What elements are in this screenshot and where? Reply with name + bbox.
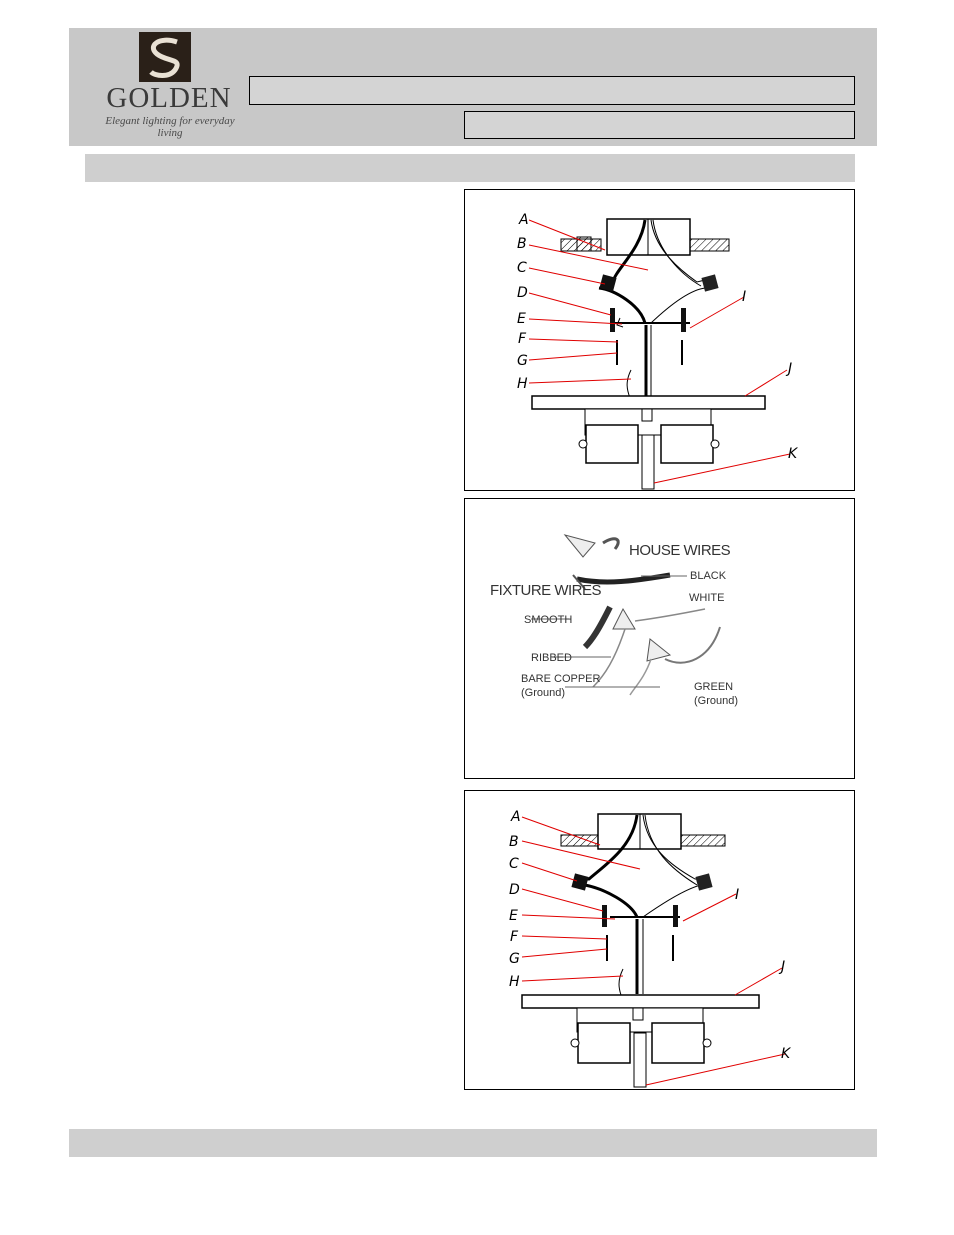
callout-d-2: D (509, 882, 520, 898)
wire-connection-svg (465, 499, 854, 778)
callout-j-2: J (781, 959, 786, 975)
callout-i: I (742, 289, 747, 305)
golden-s-emblem-icon (139, 32, 191, 82)
footer-bar (69, 1129, 877, 1157)
callout-k-2: K (781, 1046, 791, 1062)
label-fixture-wires: FIXTURE WIRES (490, 582, 602, 599)
callout-a-2: A (511, 809, 521, 825)
mounting-diagram-svg (465, 190, 854, 490)
callout-g-2: G (509, 951, 520, 967)
callout-e: E (517, 311, 526, 327)
document-title-box (249, 76, 855, 105)
callout-f: F (518, 331, 527, 347)
callout-j: J (788, 361, 793, 377)
label-green-ground: (Ground) (694, 695, 739, 707)
callout-b-2: B (509, 834, 519, 850)
installation-diagram-2 (464, 790, 855, 1090)
callout-e-2: E (509, 908, 518, 924)
brand-tagline: Elegant lighting for everyday living (105, 115, 235, 139)
label-smooth: SMOOTH (524, 614, 573, 626)
callout-h-2: H (509, 974, 520, 990)
label-house-wires: HOUSE WIRES (629, 542, 731, 559)
mounting-diagram-svg-2 (465, 791, 854, 1089)
document-subtitle-box (464, 111, 855, 139)
callout-h: H (517, 376, 528, 392)
callout-f-2: F (510, 929, 519, 945)
label-ribbed: RIBBED (531, 652, 572, 664)
callout-leaders (529, 220, 793, 483)
label-bare-copper-ground: (Ground) (521, 687, 566, 699)
label-black: BLACK (690, 570, 727, 582)
callout-d: D (517, 285, 528, 301)
header-band (69, 28, 877, 146)
callout-b: B (517, 236, 527, 252)
section-title-bar (85, 154, 855, 182)
label-green: GREEN (694, 681, 734, 693)
callout-g: G (517, 353, 528, 369)
brand-name: GOLDEN (106, 82, 232, 114)
callout-a: A (519, 212, 529, 228)
callout-c: C (517, 260, 527, 276)
callout-k: K (788, 446, 798, 462)
callout-i-2: I (735, 887, 740, 903)
golden-logo (91, 32, 239, 138)
callout-c-2: C (509, 856, 519, 872)
label-bare-copper: BARE COPPER (521, 673, 601, 685)
label-white: WHITE (689, 592, 725, 604)
wire-connection-diagram (464, 498, 855, 779)
installation-diagram-1 (464, 189, 855, 491)
